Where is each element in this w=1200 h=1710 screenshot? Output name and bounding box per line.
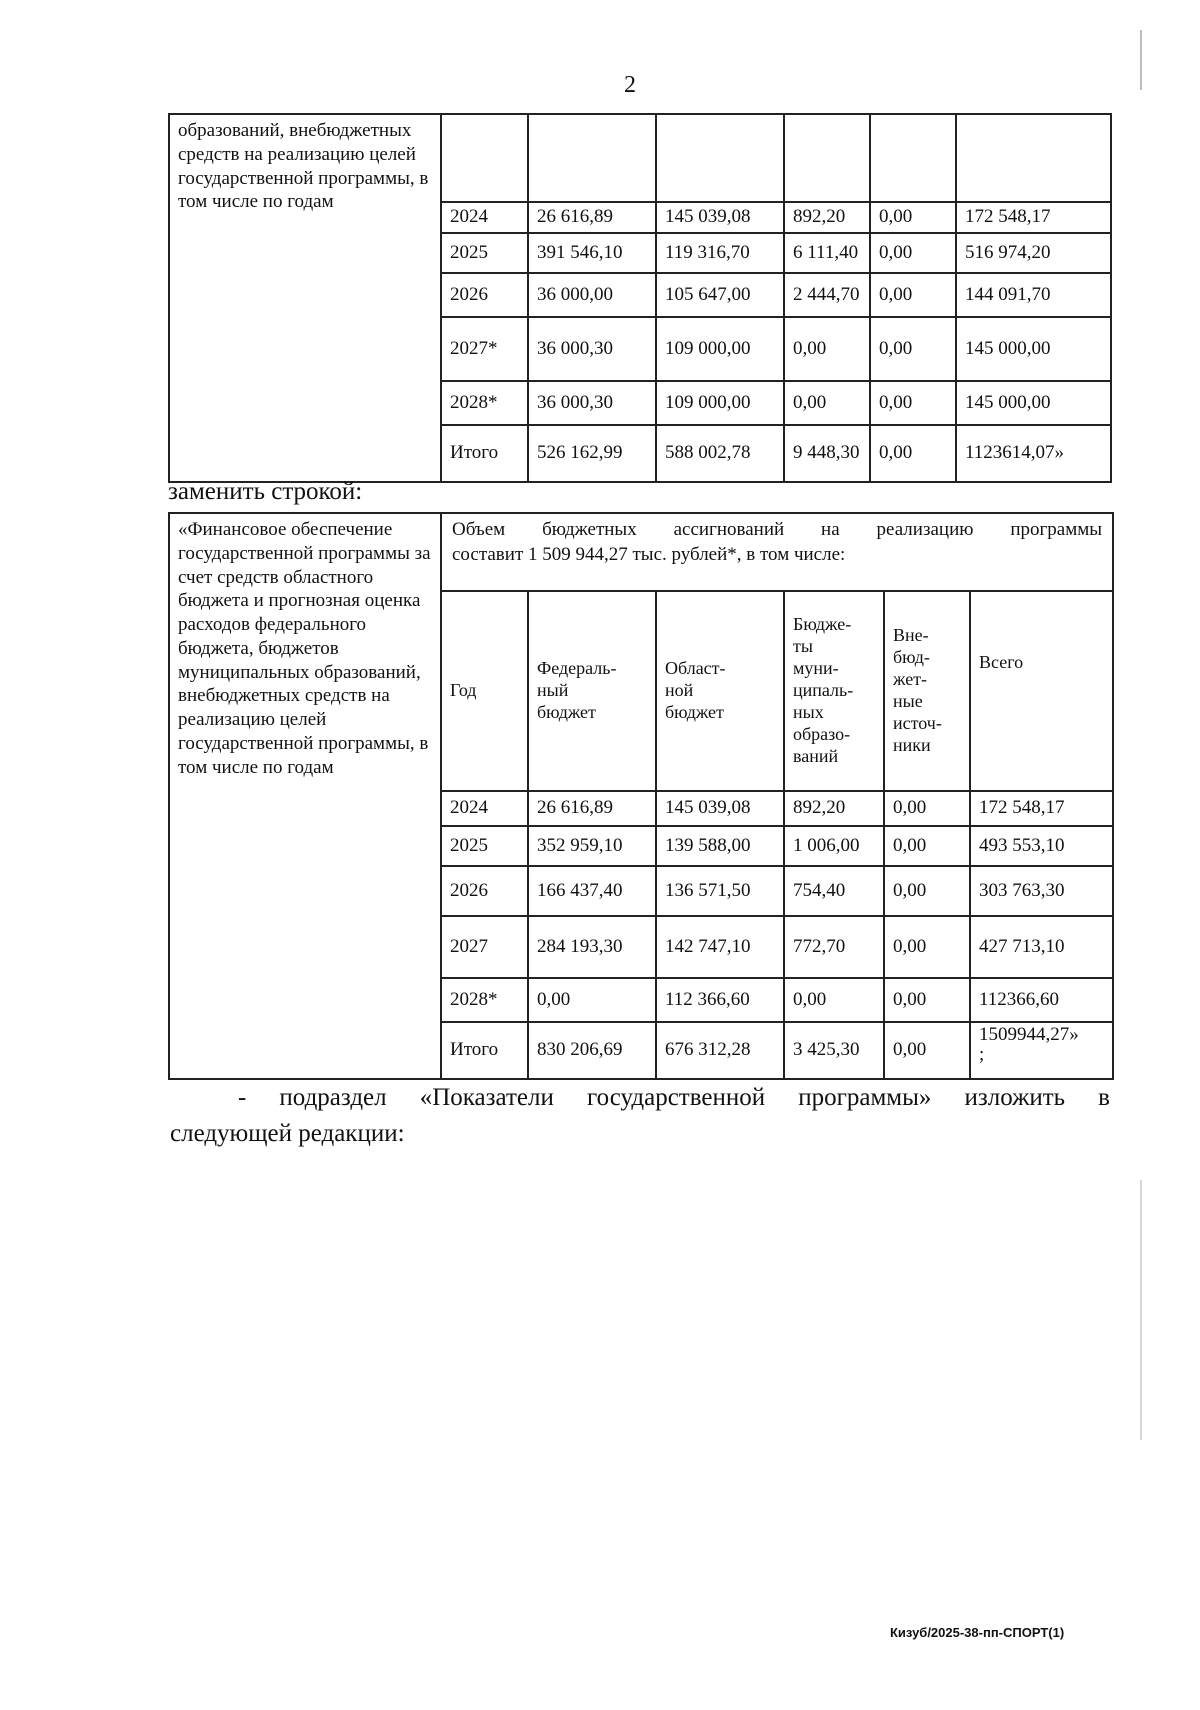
cell-regional: 112 366,60 xyxy=(656,978,784,1022)
cell-extra: 0,00 xyxy=(884,866,970,916)
empty-cell xyxy=(656,114,784,202)
empty-cell xyxy=(784,114,870,202)
cell-year: 2028* xyxy=(441,978,528,1022)
cell-extra: 0,00 xyxy=(870,425,956,482)
cell-total: 172 548,17 xyxy=(956,202,1111,233)
cell-extra: 0,00 xyxy=(870,317,956,381)
page-number: 2 xyxy=(624,72,636,98)
document-code: Кизуб/2025-38-пп-СПОРТ(1) xyxy=(890,1625,1065,1640)
cell-regional: 136 571,50 xyxy=(656,866,784,916)
cell-municipal: 0,00 xyxy=(784,978,884,1022)
cell-total: 145 000,00 xyxy=(956,381,1111,425)
cell-federal: 0,00 xyxy=(528,978,656,1022)
cell-total: 145 000,00 xyxy=(956,317,1111,381)
cell-extra: 0,00 xyxy=(884,826,970,866)
header-total: Всего xyxy=(970,591,1113,791)
cell-municipal: 3 425,30 xyxy=(784,1022,884,1079)
cell-total: 172 548,17 xyxy=(970,791,1113,826)
cell-extra: 0,00 xyxy=(884,978,970,1022)
empty-cell xyxy=(528,114,656,202)
cell-regional: 145 039,08 xyxy=(656,791,784,826)
cell-federal: 36 000,30 xyxy=(528,381,656,425)
cell-municipal: 2 444,70 xyxy=(784,273,870,317)
summary-line-2: составит 1 509 944,27 тыс. рублей*, в том числе: xyxy=(452,543,846,565)
cell-year: 2025 xyxy=(441,826,528,866)
cell-regional: 119 316,70 xyxy=(656,233,784,273)
scan-artifact xyxy=(1140,1180,1142,1440)
cell-municipal: 892,20 xyxy=(784,791,884,826)
cell-federal: 36 000,00 xyxy=(528,273,656,317)
cell-municipal: 0,00 xyxy=(784,317,870,381)
header-regional: Област- ной бюджет xyxy=(656,591,784,791)
paragraph-line-2: следующей редакции: xyxy=(170,1120,405,1148)
cell-year: 2026 xyxy=(441,273,528,317)
cell-year: 2025 xyxy=(441,233,528,273)
empty-cell xyxy=(441,114,528,202)
cell-total: 1509944,27» ; xyxy=(970,1022,1113,1079)
cell-extra: 0,00 xyxy=(870,202,956,233)
empty-cell xyxy=(956,114,1111,202)
budget-summary xyxy=(441,513,1113,591)
cell-federal: 526 162,99 xyxy=(528,425,656,482)
summary-line-1: Объем бюджетных ассигнований на реализацию программы xyxy=(452,519,1103,540)
cell-regional: 145 039,08 xyxy=(656,202,784,233)
cell-federal: 284 193,30 xyxy=(528,916,656,978)
empty-cell xyxy=(870,114,956,202)
body-paragraph xyxy=(170,1080,1110,1153)
budget-table-new xyxy=(168,512,1114,1080)
cell-extra: 0,00 xyxy=(870,273,956,317)
cell-extra: 0,00 xyxy=(884,791,970,826)
cell-year: Итого xyxy=(441,1022,528,1079)
cell-regional: 109 000,00 xyxy=(656,381,784,425)
cell-extra: 0,00 xyxy=(884,1022,970,1079)
cell-regional: 588 002,78 xyxy=(656,425,784,482)
paragraph-line-1: - подраздел «Показатели государственной программы» изложить в xyxy=(238,1084,1110,1111)
cell-federal: 830 206,69 xyxy=(528,1022,656,1079)
cell-extra: 0,00 xyxy=(870,233,956,273)
cell-regional: 676 312,28 xyxy=(656,1022,784,1079)
cell-year: Итого xyxy=(441,425,528,482)
cell-municipal: 892,20 xyxy=(784,202,870,233)
cell-municipal: 9 448,30 xyxy=(784,425,870,482)
cell-regional: 139 588,00 xyxy=(656,826,784,866)
cell-federal: 352 959,10 xyxy=(528,826,656,866)
cell-municipal: 772,70 xyxy=(784,916,884,978)
header-municipal: Бюдже- ты муни- ципаль- ных образо- ваний xyxy=(784,591,884,791)
cell-federal: 26 616,89 xyxy=(528,202,656,233)
cell-total: 427 713,10 xyxy=(970,916,1113,978)
cell-municipal: 6 111,40 xyxy=(784,233,870,273)
cell-total: 493 553,10 xyxy=(970,826,1113,866)
cell-total: 516 974,20 xyxy=(956,233,1111,273)
cell-total: 303 763,30 xyxy=(970,866,1113,916)
cell-year: 2027* xyxy=(441,317,528,381)
cell-federal: 36 000,30 xyxy=(528,317,656,381)
cell-year: 2024 xyxy=(441,202,528,233)
row-label: «Финансовое обеспечение государственной программы за счет средств областного бюджета и прогнозная оценка расходов федерального бюджета, бюджетов муниципальных образований, внебюджетных средств на реализацию целей государственной программы, в том числе по годам xyxy=(169,513,441,1079)
cell-municipal: 0,00 xyxy=(784,381,870,425)
replace-caption: заменить строкой: xyxy=(168,478,363,505)
cell-year: 2024 xyxy=(441,791,528,826)
scan-artifact xyxy=(1140,30,1142,90)
cell-regional: 105 647,00 xyxy=(656,273,784,317)
cell-municipal: 754,40 xyxy=(784,866,884,916)
cell-federal: 26 616,89 xyxy=(528,791,656,826)
cell-total: 112366,60 xyxy=(970,978,1113,1022)
cell-regional: 142 747,10 xyxy=(656,916,784,978)
cell-year: 2027 xyxy=(441,916,528,978)
budget-table-old xyxy=(168,113,1112,483)
cell-year: 2026 xyxy=(441,866,528,916)
cell-municipal: 1 006,00 xyxy=(784,826,884,866)
header-federal: Федераль- ный бюджет xyxy=(528,591,656,791)
cell-year: 2028* xyxy=(441,381,528,425)
header-extra: Вне- бюд- жет- ные источ- ники xyxy=(884,591,970,791)
cell-total: 1123614,07» xyxy=(956,425,1111,482)
cell-extra: 0,00 xyxy=(884,916,970,978)
cell-regional: 109 000,00 xyxy=(656,317,784,381)
cell-federal: 166 437,40 xyxy=(528,866,656,916)
header-year: Год xyxy=(441,591,528,791)
row-label: образований, внебюджетных средств на реализацию целей государственной программы, в том числе по годам xyxy=(169,114,441,482)
cell-extra: 0,00 xyxy=(870,381,956,425)
cell-federal: 391 546,10 xyxy=(528,233,656,273)
cell-total: 144 091,70 xyxy=(956,273,1111,317)
